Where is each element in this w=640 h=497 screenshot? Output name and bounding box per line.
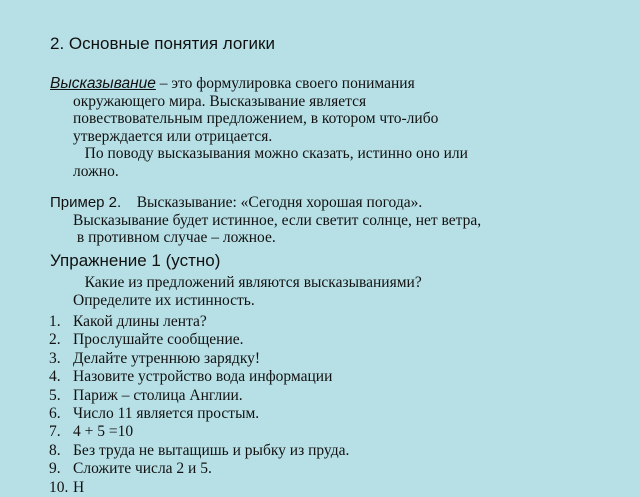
exercise-intro-line-1: Какие из предложений являются высказываниями? (73, 274, 422, 291)
list-item: 10. Н (49, 478, 85, 496)
example-text: Высказывание: «Сегодня хорошая погода». (121, 194, 423, 211)
list-item: 8. Без труда не вытащишь и рыбку из пруда. (49, 441, 350, 459)
example-paragraph (50, 194, 481, 247)
list-item: 7. 4 + 5 =10 (49, 423, 134, 441)
definition-text: – это формулировка своего понимания (155, 75, 415, 92)
list-item: 6. Число 11 является простым. (49, 404, 260, 422)
list-item: 9. Сложите числа 2 и 5. (49, 460, 212, 478)
definition-line-2: окружающего мира. Высказывание является (73, 92, 367, 110)
definition-paragraph (50, 75, 468, 180)
exercise-title: Упражнение 1 (устно) (50, 251, 221, 270)
list-item: 3. Делайте утреннюю зарядку! (49, 349, 261, 367)
definition-line-1 (50, 75, 468, 93)
list-item: 1. Какой длины лента? (49, 313, 207, 330)
definition-line-4: утверждается или отрицается. (73, 127, 273, 145)
list-item: 5. Париж – столица Англии. (49, 386, 243, 404)
list-item: 4. Назовите устройство вода информации (49, 368, 333, 386)
example-line-3: в противном случае – ложное. (73, 229, 276, 246)
slide-title: 2. Основные понятия логики (50, 34, 275, 53)
exercise-list (49, 313, 349, 497)
definition-line-6: ложно. (73, 162, 119, 180)
list-item: 2. Прослушайте сообщение. (49, 331, 244, 349)
example-line-2: Высказывание будет истинное, если светит солнце, нет ветра, (73, 211, 482, 229)
exercise-intro-line-2: Определите их истинность. (73, 291, 255, 309)
example-label: Пример 2. (50, 194, 122, 211)
exercise-intro (73, 274, 422, 309)
definition-term: Высказывание (50, 75, 156, 92)
definition-line-5: По поводу высказывания можно сказать, истинно оно или (73, 145, 468, 162)
example-line-1 (50, 194, 481, 212)
definition-line-3: повествовательным предложением, в котором что-либо (73, 110, 439, 127)
